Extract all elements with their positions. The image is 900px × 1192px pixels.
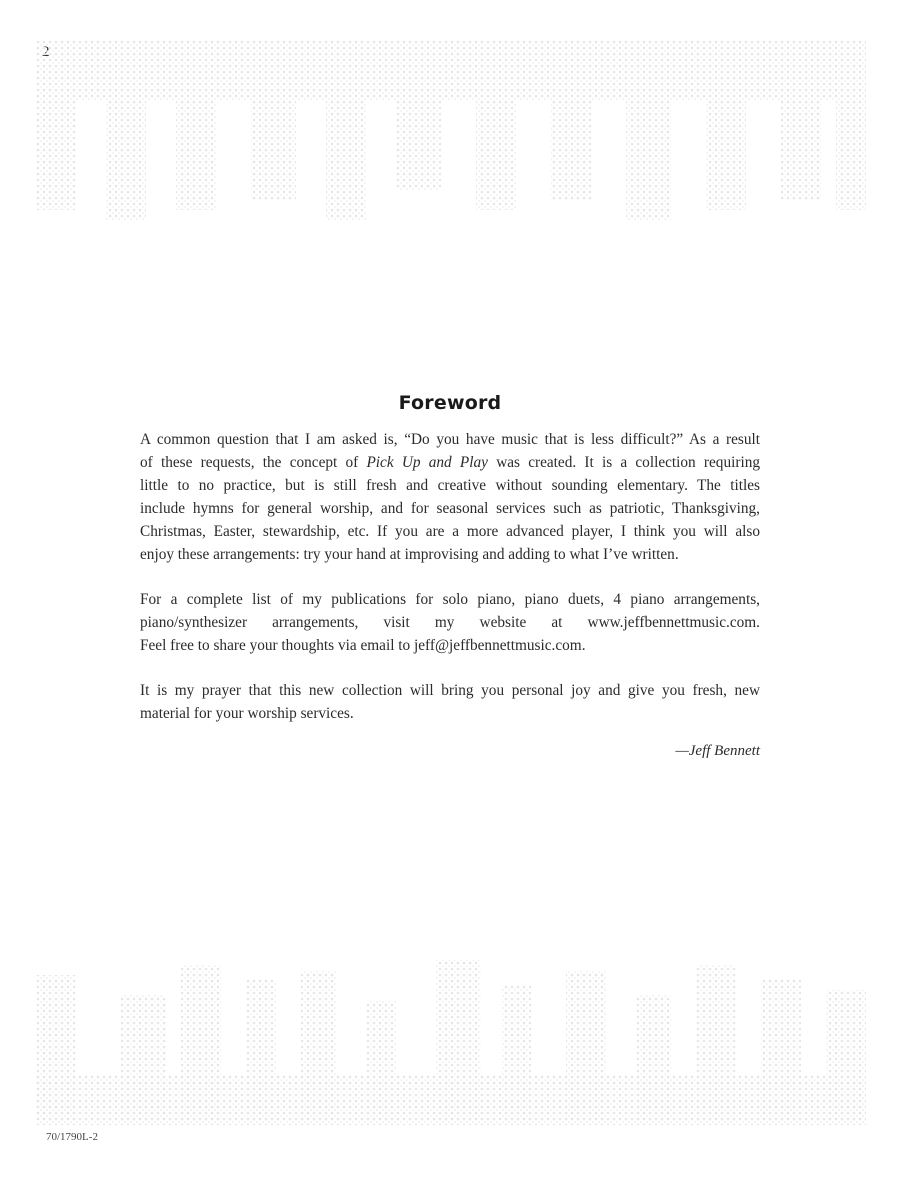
watermark-top [36, 40, 866, 220]
text-segment: of these requests, the concept of [140, 454, 367, 471]
text-line: piano/synthesizer arrangements, visit my website at www.jeffbennettmusic.com. [140, 614, 760, 631]
foreword-paragraph-2 [140, 588, 760, 657]
page-title: Foreword [398, 392, 502, 414]
text-segment: was created. It is a collection requiring [487, 454, 760, 471]
collection-title: Pick Up and Play [366, 454, 488, 471]
text-line: little to no practice, but is still fresh and creative without sounding elementary. The titles [140, 477, 760, 494]
text-line: enjoy these arrangements: try your hand at improvising and adding to what I’ve written. [140, 546, 679, 563]
text-line: A common question that I am asked is, “Do you have music that is less difficult?” As a result [140, 431, 760, 448]
text-line: Christmas, Easter, stewardship, etc. If you are a more advanced player, I think you will also [140, 523, 760, 540]
author-signature: —Jeff Bennett [675, 743, 760, 759]
text-line: For a complete list of my publications for solo piano, piano duets, 4 piano arrangements, [140, 591, 760, 608]
watermark-pattern-icon [36, 40, 866, 220]
foreword-section [140, 392, 760, 760]
text-line: Feel free to share your thoughts via email to jeff@jeffbennettmusic.com. [140, 637, 586, 654]
text-line: It is my prayer that this new collection will bring you personal joy and give you fresh, new [140, 682, 760, 699]
watermark-pattern-icon [36, 955, 866, 1125]
text-line: material for your worship services. [140, 705, 354, 722]
text-line [140, 451, 760, 474]
watermark-bottom [36, 955, 866, 1125]
catalog-code: 70/1790L-2 [46, 1131, 98, 1143]
text-line: include hymns for general worship, and for seasonal services such as patriotic, Thanksgiving, [140, 500, 760, 517]
foreword-paragraph-3 [140, 679, 760, 725]
foreword-paragraph-1 [140, 428, 760, 566]
